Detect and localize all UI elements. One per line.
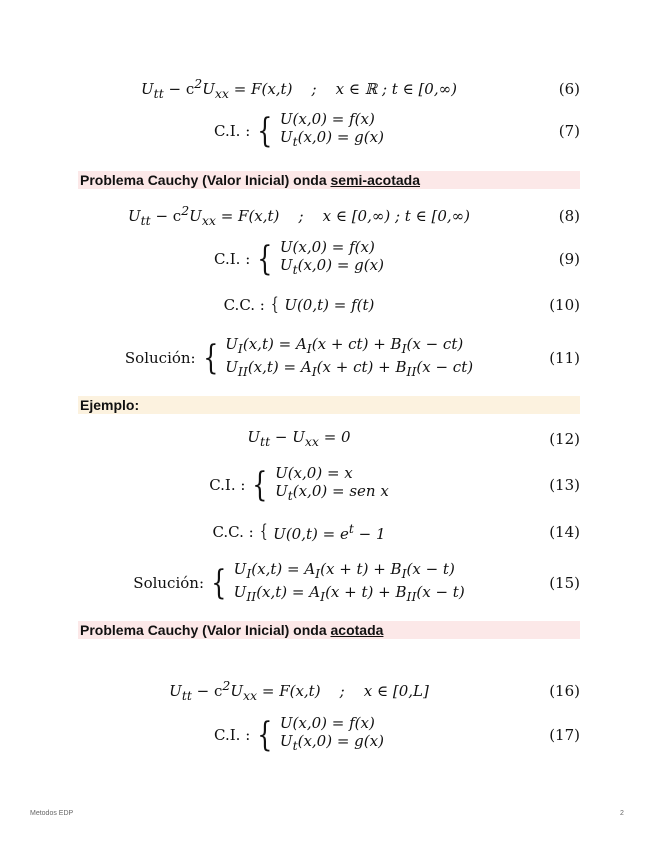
equation-number: (17) — [549, 725, 580, 744]
equation-number: (7) — [558, 121, 580, 140]
equation-6 — [78, 76, 580, 101]
left-brace: { — [257, 714, 273, 755]
equation-number: (12) — [549, 429, 580, 448]
equation-number: (8) — [558, 206, 580, 225]
cases-block: U(x,0) = x $U_t(x,0)$ = sen x — [275, 464, 389, 503]
equation-number: (10) — [549, 296, 580, 314]
equation-8 — [78, 203, 580, 228]
section-heading-semi-acotada: Problema Cauchy (Valor Inicial) onda semi-acotada — [78, 171, 580, 189]
equation-14: C.C. : { $U(0,t) = e^t - 1$ (14) — [212, 521, 580, 543]
equation-number: (14) — [549, 523, 580, 541]
equation-number: (16) — [549, 681, 580, 700]
section-heading-acotada: Problema Cauchy (Valor Inicial) onda acotada — [78, 621, 580, 639]
equation-10: C.C. : { U(0,t) = f(t) (10) — [223, 294, 580, 315]
equation-text: $U_{tt} - c^2U_{xx} = F(x,t)$ ; x ∈ [0,∞) ; t ∈ [0,∞) — [128, 203, 470, 228]
cases-block: U(x,0) = f(x) $U_t(x,0) = g(x)$ — [279, 714, 384, 753]
equation-text: $U_{tt} - c^2U_{xx} = F(x,t)$ ; x ∈ [0,L] — [169, 678, 429, 703]
equation-13: C.I. : { U(x,0) = x $U_t(x,0)$ = sen x (13) — [209, 464, 580, 505]
equation-9: C.I. : { U(x,0) = f(x) $U_t(x,0) = g(x)$ (9) — [214, 238, 580, 279]
equation-number: (15) — [549, 574, 580, 592]
equation-text: $U_{tt} - U_{xx} = 0$ — [247, 428, 351, 449]
equation-17: C.I. : { U(x,0) = f(x) $U_t(x,0) = g(x)$ (17) — [214, 714, 580, 755]
left-brace: { — [211, 563, 227, 603]
left-brace: { — [202, 338, 219, 378]
equation-number: (6) — [558, 79, 580, 98]
left-brace: { — [252, 464, 268, 505]
left-brace: { — [259, 521, 268, 542]
equation-15: Solución: { $U_I(x,t) = A_I(x + t) + B_I(x - t)$ $U_{II}(x,t) = A_I(x + t) + B_{II}(x - t)$ (15) — [133, 560, 580, 604]
equation-7 — [78, 110, 580, 151]
left-brace: { — [270, 294, 279, 315]
page-number: 2 — [620, 810, 624, 817]
equation-number: (13) — [549, 475, 580, 494]
cases-block: $U_I(x,t) = A_I(x + ct) + B_I(x - ct)$ $U_{II}(x,t) = A_I(x + ct) + B_{II}(x - ct)$ — [225, 335, 474, 379]
equation-number: (11) — [549, 349, 580, 367]
equation-16 — [78, 678, 580, 703]
equation-text: $U_{tt} - c^2U_{xx} = F(x,t)$ ; x ∈ ℝ ; t ∈ [0,∞) — [141, 76, 457, 101]
cases-block: U(x,0) = f(x) $U_t(x,0) = g(x)$ — [279, 110, 384, 149]
equation-number: (9) — [558, 249, 580, 268]
cases-block: U(x,0) = f(x) $U_t(x,0) = g(x)$ — [279, 238, 384, 277]
section-heading-ejemplo: Ejemplo: — [78, 396, 580, 414]
footer-left: Metodos EDP — [30, 810, 74, 817]
left-brace: { — [257, 110, 273, 151]
equation-11: Solución: { $U_I(x,t) = A_I(x + ct) + B_I(x - ct)$ $U_{II}(x,t) = A_I(x + ct) + B_{II}(x - ct)$ (11) — [124, 335, 580, 379]
ci-label: C.I. : — [214, 121, 251, 140]
equation-12 — [78, 428, 580, 449]
cases-block: $U_I(x,t) = A_I(x + t) + B_I(x - t)$ $U_{II}(x,t) = A_I(x + t) + B_{II}(x - t)$ — [233, 560, 465, 604]
left-brace: { — [257, 238, 273, 279]
